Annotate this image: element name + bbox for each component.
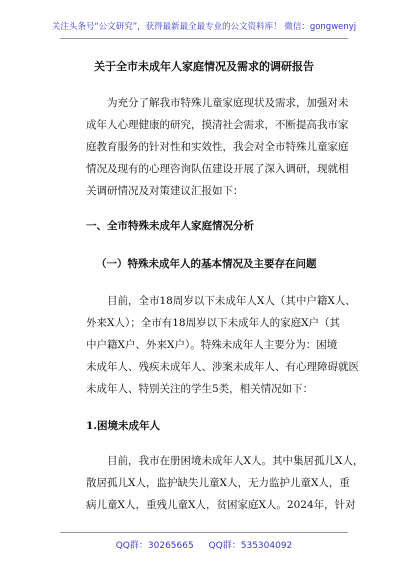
paragraph-line: 中户籍X户、外来X户）。特殊未成年人主要分为：困境: [86, 339, 338, 351]
footer-divider: [60, 532, 348, 533]
paragraph-line: 为充分了解我市特殊儿童家庭现状及需求，加强对未: [107, 97, 349, 109]
document-title: 关于全市未成年人家庭情况及需求的调研报告: [94, 60, 314, 73]
page-header: 关注头条号“公文研究”，获得最新最全最专业的公文资料库！ 微信：gongwenyj: [51, 22, 357, 32]
paragraph-line: 散居孤儿X人，监护缺失儿童X人，无力监护儿童X人，重: [86, 477, 350, 489]
item-heading: 1.困境未成年人: [86, 420, 160, 432]
difficult-minors-paragraph: [86, 450, 364, 516]
paragraph-line: 目前，我市在册困境未成年人X人。其中集居孤儿X人，: [107, 455, 364, 467]
footer-qq-group-1: QQ群：30265665: [115, 541, 194, 551]
page-footer: [0, 538, 408, 551]
header-divider: [60, 38, 348, 39]
paragraph-line: 外来X人）；全市有18周岁以下未成年人的家庭X户（其: [86, 317, 341, 329]
paragraph-line: 成年人心理健康的研究，摸清社会需求，不断提高我市家: [86, 119, 349, 131]
paragraph-line: 未成年人、特别关注的学生5类，相关情况如下：: [86, 383, 314, 395]
paragraph-line: 关调研情况及对策建议汇报如下：: [86, 185, 244, 197]
intro-paragraph: [86, 92, 349, 202]
paragraph-line: 庭教育服务的针对性和实效性，我会对全市特殊儿童家庭: [86, 141, 349, 153]
paragraph-line: 未成年人、残疾未成年人、涉案未成年人、有心理障碍就医: [86, 361, 359, 373]
basic-situation-paragraph: [86, 290, 359, 400]
paragraph-line: 病儿童X人，重残儿童X人，贫困家庭X人。2024年，针对: [86, 499, 356, 511]
section-heading: 一、全市特殊未成年人家庭情况分析: [86, 220, 254, 232]
footer-qq-group-2: QQ群：535304092: [208, 541, 293, 551]
subsection-heading: （一）特殊未成年人的基本情况及主要存在问题: [96, 258, 317, 270]
paragraph-line: 情况及现有的心理咨询队伍建设开展了深入调研，现就相: [86, 163, 349, 175]
paragraph-line: 目前，全市18周岁以下未成年人X人（其中户籍X人、: [107, 295, 356, 307]
